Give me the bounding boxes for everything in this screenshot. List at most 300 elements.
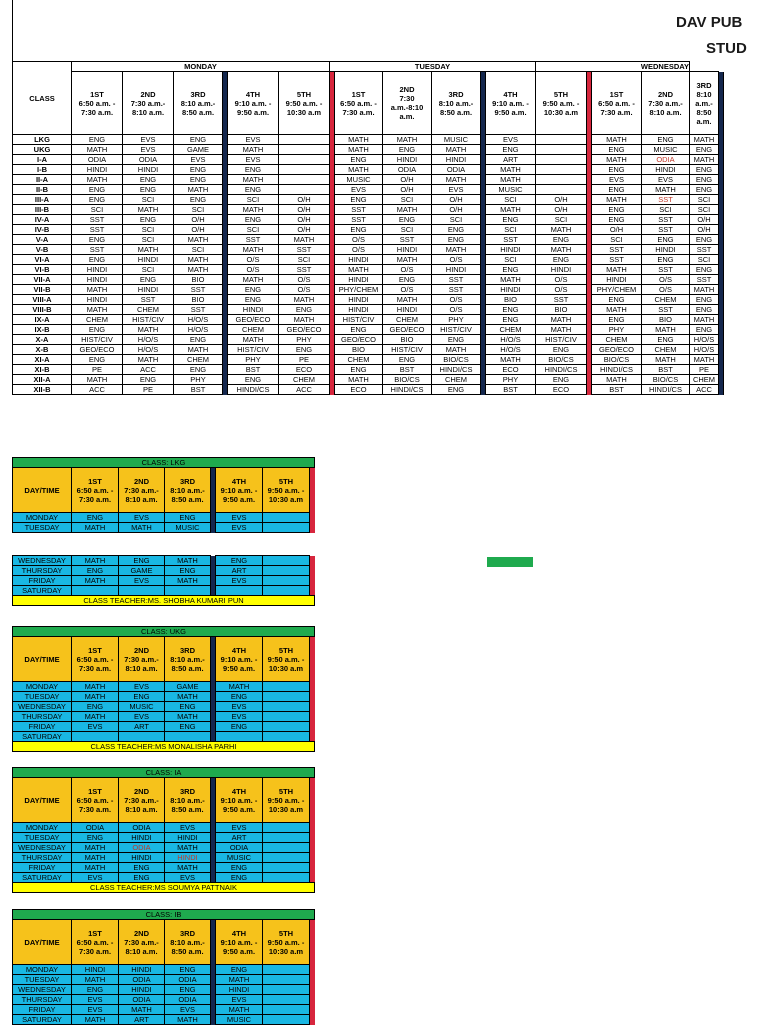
subject-cell: MATH — [72, 375, 123, 385]
day-time-header: DAY/TIME — [13, 778, 72, 823]
period-header-line: 4TH — [231, 928, 247, 938]
class-name-cell: X-B — [13, 345, 72, 355]
subject-cell: SST — [432, 275, 481, 285]
day-label: FRIDAY — [13, 1005, 72, 1015]
period-header-line: 8:10 a.m. — [125, 804, 158, 814]
subject-cell: BST — [174, 385, 223, 395]
period-header-line: 3RD — [179, 645, 195, 655]
subject-cell: ENG — [72, 235, 123, 245]
subject-cell: ENG — [228, 215, 279, 225]
subject-cell: MUSIC — [486, 185, 536, 195]
period-header-line: 2ND — [657, 89, 673, 99]
period-header — [72, 637, 119, 682]
period-header-line: 9:50 a.m. - — [267, 485, 305, 495]
day-separator — [719, 275, 724, 285]
subject-cell: EVS — [165, 823, 211, 833]
class-title-row — [13, 768, 315, 778]
table-row — [13, 165, 724, 175]
period-header-line: 7:30 a.m.- — [124, 937, 159, 947]
subject-cell — [216, 732, 263, 742]
subject-cell: BIO/CS — [536, 355, 587, 365]
period-header-line: 9:10 a.m. - — [234, 98, 272, 108]
day-label: WEDNESDAY — [13, 843, 72, 853]
day-time-header: DAY/TIME — [13, 920, 72, 965]
period-header-row — [13, 778, 315, 823]
subject-cell: ENG — [216, 863, 263, 873]
subject-cell: O/S — [335, 235, 383, 245]
period-header — [119, 920, 165, 965]
subject-cell: CHEM — [432, 375, 481, 385]
subject-cell: MUSIC — [119, 702, 165, 712]
subject-cell: BST — [642, 365, 690, 375]
day-separator — [310, 702, 315, 712]
subject-cell: O/S — [536, 285, 587, 295]
class-timetable-3 — [12, 767, 315, 893]
class-teacher-row — [13, 883, 315, 893]
subject-cell: GAME — [165, 682, 211, 692]
day-label: FRIDAY — [13, 863, 72, 873]
subject-cell: MUSIC — [642, 145, 690, 155]
day-separator — [310, 732, 315, 742]
table-row — [13, 566, 315, 576]
subject-cell: O/H — [592, 225, 642, 235]
class-name-cell: IV-A — [13, 215, 72, 225]
subject-cell: ENG — [174, 335, 223, 345]
subject-cell: EVS — [165, 1005, 211, 1015]
subject-cell: O/S — [432, 295, 481, 305]
subject-cell — [536, 135, 587, 145]
subject-cell: MATH — [165, 556, 211, 566]
subject-cell: MUSIC — [216, 853, 263, 863]
subject-cell: ENG — [72, 195, 123, 205]
period-header-row — [13, 468, 315, 513]
subject-cell: MUSIC — [432, 135, 481, 145]
period-header-line: 7:30 a.m.- — [124, 654, 159, 664]
class-title-row — [13, 910, 315, 920]
subject-cell — [119, 586, 165, 596]
subject-cell — [263, 692, 310, 702]
day-label: TUESDAY — [13, 692, 72, 702]
table-row — [13, 225, 724, 235]
subject-cell: ENG — [228, 295, 279, 305]
period-header-line: 9:10 a.m. - — [220, 485, 258, 495]
day-label: THURSDAY — [13, 712, 72, 722]
day-label: TUESDAY — [13, 523, 72, 533]
subject-cell: ENG — [536, 345, 587, 355]
period-header-row — [13, 72, 724, 135]
subject-cell: MATH — [72, 556, 119, 566]
subject-cell: ENG — [165, 513, 211, 523]
subject-cell: CHEM — [123, 305, 174, 315]
subject-cell: HINDI/CS — [228, 385, 279, 395]
subject-cell: ENG — [174, 195, 223, 205]
period-header-line: 8:10 a.m.- — [170, 485, 205, 495]
day-separator — [310, 576, 315, 586]
subject-cell: SST — [279, 265, 330, 275]
subject-cell: BIO — [383, 335, 432, 345]
period-header-line: 8:10 a.m. — [125, 494, 158, 504]
subject-cell: ENG — [592, 315, 642, 325]
subject-cell: H/O/S — [690, 335, 719, 345]
subject-cell: SCI — [383, 195, 432, 205]
subject-cell: MATH — [228, 335, 279, 345]
subject-cell: ENG — [536, 255, 587, 265]
day-separator — [310, 863, 315, 873]
subject-cell — [72, 732, 119, 742]
period-header-line: 7:30 a.m. — [78, 494, 112, 504]
period-header — [119, 637, 165, 682]
subject-cell: ENG — [642, 135, 690, 145]
subject-cell: HINDI/CS — [642, 385, 690, 395]
period-header-line: 9:10 a.m. - — [220, 795, 258, 805]
subject-cell: MATH — [279, 235, 330, 245]
class-name-cell: IV-B — [13, 225, 72, 235]
period-header — [383, 72, 432, 135]
day-separator — [719, 225, 724, 235]
class-title-row — [13, 458, 315, 468]
subject-cell: ECO — [279, 365, 330, 375]
subject-cell: ENG — [228, 165, 279, 175]
subject-cell: SST — [592, 245, 642, 255]
subject-cell — [263, 732, 310, 742]
subject-cell: SCI — [123, 265, 174, 275]
subject-cell: MATH — [165, 1015, 211, 1025]
subject-cell: MATH — [383, 135, 432, 145]
class-name-cell: LKG — [13, 135, 72, 145]
subject-cell: ENG — [642, 235, 690, 245]
subject-cell: SCI — [228, 195, 279, 205]
subject-cell: O/S — [228, 265, 279, 275]
day-time-header: DAY/TIME — [13, 468, 72, 513]
class-title: CLASS: LKG — [13, 458, 315, 468]
subject-cell: PHY — [592, 325, 642, 335]
period-header-line: 2ND — [133, 476, 149, 486]
subject-cell: ENG — [279, 305, 330, 315]
subject-cell: ENG — [72, 255, 123, 265]
subject-cell: ENG — [592, 295, 642, 305]
subject-cell: SST — [642, 265, 690, 275]
class-name-cell: VIII-B — [13, 305, 72, 315]
table-row — [13, 135, 724, 145]
subject-cell: SST — [432, 285, 481, 295]
subject-cell: ENG — [432, 225, 481, 235]
subject-cell: ENG — [228, 185, 279, 195]
subject-cell — [263, 702, 310, 712]
subject-cell: O/S — [228, 255, 279, 265]
table-row — [13, 295, 724, 305]
subject-cell: O/S — [432, 255, 481, 265]
subject-cell: HINDI — [228, 305, 279, 315]
subject-cell — [536, 145, 587, 155]
subject-cell: MATH — [690, 155, 719, 165]
table-row — [13, 576, 315, 586]
subject-cell: ENG — [486, 145, 536, 155]
subject-cell: EVS — [486, 135, 536, 145]
subject-cell: O/H — [536, 205, 587, 215]
class-name-cell: I-A — [13, 155, 72, 165]
day-separator — [719, 185, 724, 195]
subject-cell: ENG — [216, 965, 263, 975]
period-header — [165, 637, 211, 682]
subject-cell: O/H — [279, 205, 330, 215]
subject-cell: MATH — [123, 325, 174, 335]
table-row — [13, 682, 315, 692]
period-header — [119, 468, 165, 513]
subject-cell: MATH — [642, 185, 690, 195]
subject-cell: ENG — [690, 295, 719, 305]
subject-cell: ART — [486, 155, 536, 165]
subject-cell: MATH — [72, 1015, 119, 1025]
subject-cell — [263, 576, 310, 586]
period-header-line: 1ST — [88, 476, 102, 486]
period-header-line: 1ST — [88, 928, 102, 938]
table-row — [13, 345, 724, 355]
day-separator — [310, 873, 315, 883]
period-header-row — [13, 920, 315, 965]
subject-cell: SST — [642, 195, 690, 205]
period-header — [216, 637, 263, 682]
subject-cell: MATH — [165, 692, 211, 702]
period-header-line: 8:10 a.m.- — [438, 98, 474, 108]
subject-cell — [165, 586, 211, 596]
subject-cell: O/H — [432, 195, 481, 205]
day-label: MONDAY — [13, 823, 72, 833]
subject-cell: MATH — [228, 145, 279, 155]
subject-cell: ENG — [228, 375, 279, 385]
period-header — [165, 778, 211, 823]
subject-cell: HINDI — [592, 275, 642, 285]
class-name-cell: XII-B — [13, 385, 72, 395]
subject-cell: EVS — [119, 576, 165, 586]
day-separator — [310, 682, 315, 692]
period-header-line: 5TH — [278, 645, 294, 655]
subject-cell: ODIA — [165, 975, 211, 985]
period-header-line: 6:50 a.m. - — [340, 98, 377, 108]
subject-cell: SCI — [642, 205, 690, 215]
subject-cell: ODIA — [216, 843, 263, 853]
subject-cell: ENG — [690, 235, 719, 245]
class-teacher: CLASS TEACHER:MS SOUMYA PATTNAIK — [13, 883, 315, 893]
period-header-line: 1ST — [609, 89, 624, 99]
subject-cell: SCI — [690, 195, 719, 205]
subject-cell: ENG — [432, 335, 481, 345]
subject-cell: MATH — [486, 175, 536, 185]
period-header-line: 7:30 a.m.-8:10 — [390, 94, 424, 112]
subject-cell: H/O/S — [174, 315, 223, 325]
subject-cell: GEO/ECO — [228, 315, 279, 325]
day-separator — [719, 365, 724, 375]
subject-cell: CHEM — [642, 345, 690, 355]
subject-cell: HINDI — [486, 285, 536, 295]
day-time-header: DAY/TIME — [13, 637, 72, 682]
table-row — [13, 315, 724, 325]
subject-cell: MATH — [123, 205, 174, 215]
subject-cell: ENG — [690, 175, 719, 185]
subject-cell: CHEM — [592, 335, 642, 345]
period-header-line: 5TH — [553, 89, 569, 99]
subject-cell: HINDI — [642, 245, 690, 255]
subject-cell: SCI — [486, 255, 536, 265]
period-header-line: 9:50 a.m. — [222, 494, 256, 504]
subject-cell: HINDI — [383, 305, 432, 315]
period-header — [279, 72, 330, 135]
day-label: TUESDAY — [13, 975, 72, 985]
day-separator — [719, 305, 724, 315]
period-header-line: 8:10 a.m.- — [180, 98, 216, 108]
table-row — [13, 255, 724, 265]
subject-cell: MATH — [432, 345, 481, 355]
subject-cell: ENG — [119, 873, 165, 883]
subject-cell: BIO/CS — [432, 355, 481, 365]
table-row — [13, 712, 315, 722]
subject-cell: HINDI — [123, 285, 174, 295]
subject-cell: ENG — [335, 225, 383, 235]
subject-cell: O/H — [174, 225, 223, 235]
period-header — [216, 468, 263, 513]
day-label: SATURDAY — [13, 732, 72, 742]
subject-cell: MATH — [216, 1005, 263, 1015]
subject-cell: SCI — [690, 205, 719, 215]
table-row — [13, 1015, 315, 1025]
subject-cell: ODIA — [72, 823, 119, 833]
subject-cell: SST — [642, 215, 690, 225]
subject-cell: O/H — [690, 215, 719, 225]
period-header-line: 6:50 a.m. - — [78, 98, 116, 108]
subject-cell — [263, 523, 310, 533]
period-header — [690, 72, 719, 135]
subject-cell — [536, 155, 587, 165]
subject-cell: HINDI — [72, 965, 119, 975]
subject-cell: MATH — [72, 853, 119, 863]
period-header-line: 4TH — [503, 89, 518, 99]
subject-cell: EVS — [432, 185, 481, 195]
subject-cell: SCI — [432, 215, 481, 225]
subject-cell: O/S — [536, 275, 587, 285]
period-header — [72, 778, 119, 823]
subject-cell: SST — [690, 245, 719, 255]
period-header-line: 2ND — [133, 786, 149, 796]
class-name-cell: II-A — [13, 175, 72, 185]
period-header-line: 10:30 a.m — [543, 107, 579, 117]
period-header — [123, 72, 174, 135]
subject-cell: MATH — [228, 175, 279, 185]
day-separator — [310, 920, 315, 965]
subject-cell: SST — [592, 255, 642, 265]
period-header-line: 4TH — [245, 89, 261, 99]
period-header — [72, 468, 119, 513]
period-header-line: 9:50 a.m. — [222, 663, 256, 673]
subject-cell: SST — [642, 305, 690, 315]
subject-cell: ENG — [486, 265, 536, 275]
period-header-line: 6:50 a.m. - — [76, 654, 114, 664]
subject-cell: O/H — [174, 215, 223, 225]
table-row — [13, 285, 724, 295]
subject-cell: ACC — [72, 385, 123, 395]
period-header-line: a.m.- — [695, 98, 713, 108]
subject-cell: ENG — [432, 235, 481, 245]
class-name-cell: IX-A — [13, 315, 72, 325]
subject-cell: MUSIC — [216, 1015, 263, 1025]
period-header-line: 7:30 a.m.- — [648, 98, 683, 108]
period-header-line: 8:50 a.m. — [439, 107, 473, 117]
day-separator — [310, 985, 315, 995]
period-header-line: 6:50 a.m. - — [598, 98, 635, 108]
table-row — [13, 513, 315, 523]
subject-cell: ENG — [536, 375, 587, 385]
subject-cell — [119, 732, 165, 742]
subject-cell — [72, 586, 119, 596]
subject-cell: SST — [123, 295, 174, 305]
subject-cell: PE — [123, 385, 174, 395]
subject-cell: ENG — [335, 155, 383, 165]
subject-cell: HINDI — [165, 833, 211, 843]
subject-cell: MATH — [119, 523, 165, 533]
subject-cell: HINDI — [72, 265, 123, 275]
subject-cell: SST — [335, 205, 383, 215]
subject-cell: O/S — [383, 285, 432, 295]
table-row — [13, 853, 315, 863]
header-border-line — [12, 0, 13, 62]
subject-cell: MATH — [174, 345, 223, 355]
subject-cell: ENG — [123, 215, 174, 225]
table-row — [13, 145, 724, 155]
subject-cell: SCI — [383, 225, 432, 235]
subject-cell: MATH — [690, 135, 719, 145]
subject-cell: ENG — [165, 965, 211, 975]
period-header-line: 2ND — [140, 89, 156, 99]
subject-cell: HINDI — [119, 985, 165, 995]
table-row — [13, 325, 724, 335]
subject-cell: GAME — [174, 145, 223, 155]
subject-cell — [263, 1005, 310, 1015]
subject-cell: EVS — [228, 135, 279, 145]
subject-cell: GEO/ECO — [279, 325, 330, 335]
subject-cell: MATH — [592, 305, 642, 315]
subject-cell: O/H — [536, 195, 587, 205]
period-header-line: 8:10 a.m. — [131, 107, 165, 117]
subject-cell: MATH — [335, 375, 383, 385]
schedule-subtitle: STUD — [706, 40, 747, 57]
table-row — [13, 375, 724, 385]
subject-cell: MATH — [228, 205, 279, 215]
subject-cell: ENG — [335, 365, 383, 375]
subject-cell: MATH — [216, 682, 263, 692]
subject-cell: SCI — [690, 255, 719, 265]
subject-cell: MATH — [174, 235, 223, 245]
subject-cell: HIST/CIV — [335, 315, 383, 325]
subject-cell: ENG — [216, 556, 263, 566]
subject-cell: SCI — [228, 225, 279, 235]
class-name-cell: VI-A — [13, 255, 72, 265]
day-label: SATURDAY — [13, 586, 72, 596]
subject-cell: CHEM — [72, 315, 123, 325]
subject-cell: SST — [174, 285, 223, 295]
subject-cell: SCI — [123, 225, 174, 235]
day-separator — [719, 355, 724, 365]
table-row — [13, 823, 315, 833]
subject-cell: ENG — [72, 185, 123, 195]
subject-cell — [263, 1015, 310, 1025]
subject-cell: MATH — [72, 576, 119, 586]
subject-cell: EVS — [216, 823, 263, 833]
subject-cell: ENG — [690, 325, 719, 335]
table-row — [13, 965, 315, 975]
subject-cell: PE — [279, 355, 330, 365]
subject-cell: MATH — [592, 195, 642, 205]
day-separator — [310, 823, 315, 833]
period-header-line: 7:30 a.m. — [78, 804, 112, 814]
day-label: MONDAY — [13, 965, 72, 975]
